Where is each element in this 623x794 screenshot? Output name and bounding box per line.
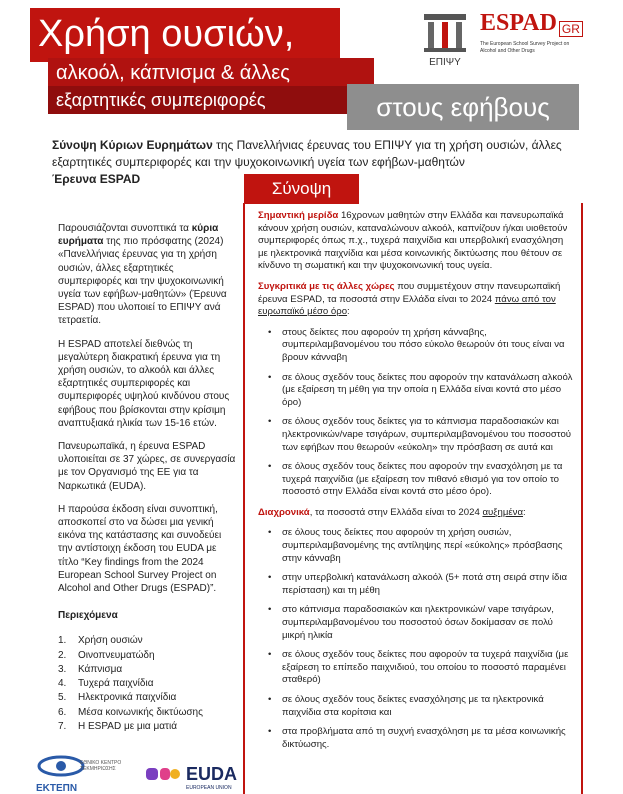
column-logo-icon <box>420 12 470 52</box>
toc-item[interactable] <box>58 663 236 676</box>
title-line-2: αλκοόλ, κάπνισμα & άλλες <box>48 58 374 88</box>
toc-num: 7. <box>58 720 67 732</box>
toc-text: Μέσα κοινωνικής δικτύωσης <box>78 706 203 718</box>
toc-title: Περιεχόμενα <box>58 610 118 622</box>
espad-subtitle: The European School Survey Project on Alcohol and Other Drugs <box>480 41 570 54</box>
section-temporal-header: Διαχρονικά <box>258 506 310 518</box>
toc-num: 1. <box>58 635 67 647</box>
toc-num: 6. <box>58 706 67 718</box>
list-item: • σε όλους σχεδόν τους δείκτες για το κάπνισμα παραδοσιακών και ηλεκτρονικών/vape τσιγάρων, συμπεριλαμβανομένου του ποσοστού των εφήβων που θεωρούν «εύκολη» την πρόσβαση σε αυτά και <box>258 416 574 454</box>
toc-list <box>58 634 236 732</box>
ektepn-sub: ΕΘΝΙΚΟ ΚΕΝΤΡΟ ΤΕΚΜΗΡΙΩΣΗΣ <box>80 760 122 772</box>
section-comparative-underlined: πάνω από τον ευρωπαϊκό μέσο όρο <box>258 293 556 318</box>
section-temporal <box>258 507 574 520</box>
intro-bold-tail: Έρευνα ESPAD <box>52 172 141 186</box>
toc-item[interactable] <box>58 649 236 662</box>
espad-logo-text: ESPAD <box>480 10 557 36</box>
section-comparative-header: Συγκριτικά με τις άλλες χώρες <box>258 280 395 292</box>
title-line-1: Χρήση ουσιών, <box>30 8 340 62</box>
title-line-4: στους εφήβους <box>347 84 579 130</box>
left-paragraph-3: Πανευρωπαϊκά, η έρευνα ESPAD υλοποιείται σε 37 χώρες, σε συνεργασία με τον Οργανισμό της ΕΕ για τα Ναρκωτικά (EUDA). <box>58 441 236 492</box>
list-item: • σε όλους σχεδόν τους δείκτες που αφορούν την κατανάλωση αλκοόλ (με εξαίρεση τη μέθη για την οποία η Ελλάδα είναι κοντά στο μέσο όρο) <box>258 372 574 410</box>
section-temporal-underlined: αυξημένα <box>482 506 524 518</box>
section-significant-header: Σημαντική μερίδα <box>258 210 339 221</box>
left-paragraph-2: Η ESPAD αποτελεί διεθνώς τη μεγαλύτερη διακρατική έρευνα για τη χρήση ουσιών, το αλκοόλ και άλλες εξαρτητικές συμπεριφορές και συμπεριφορές υψηλού κινδύνου στους εφήβους που βρίσκονται στην κρίσιμη αναπτυξιακά ηλικία των 15-16 ετών. <box>58 338 230 429</box>
section-temporal-end: : <box>523 506 526 518</box>
espad-logo <box>480 10 584 72</box>
toc-num: 5. <box>58 692 67 704</box>
toc-text: Τυχερά παιχνίδια <box>78 678 154 690</box>
euda-label: EUDA <box>186 764 238 784</box>
section-comparative-text: που συμμετέχουν στην πανευρωπαϊκή έρευνα ESPAD, τα ποσοστά στην Ελλάδα είναι το 2024 <box>258 280 561 305</box>
title-line-3: εξαρτητικές συμπεριφορές <box>48 86 354 114</box>
toc-num: 4. <box>58 678 67 690</box>
comparative-list <box>258 327 574 499</box>
section-comparative-end: : <box>347 306 350 318</box>
toc-text: Κάπνισμα <box>78 663 123 675</box>
list-item: • στην υπερβολική κατανάλωση αλκοόλ (5+ ποτά στη σειρά στην ίδια περίσταση) και τη μέθη <box>258 572 574 597</box>
epipsy-logo-text: ΕΠΙΨΥ <box>429 57 461 68</box>
section-significant-text: 16χρονων μαθητών στην Ελλάδα και πανευρωπαϊκά κάνουν χρήση ουσιών, καταναλώνουν αλκοόλ, καπνίζουν ή/και υιοθετούν συμπεριφορές όπως π.χ., τυχερά παιχνίδια και υπερβολική ενασχόληση με ηλεκτρονικά παιχνίδια και μέσα κοινωνικής δικτύωσης που θέτουν σε κίνδυνο τη σωματική και την ψυχοκοινωνική τους υγεία. <box>258 210 568 272</box>
section-temporal-text: , τα ποσοστά στην Ελλάδα είναι το 2024 <box>309 506 483 518</box>
espad-gr-text: GR <box>559 21 583 37</box>
synopsis-label: Σύνοψη <box>244 174 359 204</box>
left-p1-a: Παρουσιάζονται συνοπτικά τα <box>58 223 192 234</box>
toc-num: 3. <box>58 663 67 675</box>
toc-num: 2. <box>58 649 67 661</box>
toc-text: Οινοπνευματώδη <box>78 649 155 661</box>
section-comparative <box>258 281 574 319</box>
toc-text: Χρήση ουσιών <box>78 635 143 647</box>
euda-sub: EUROPEAN UNION <box>186 785 232 791</box>
euda-shapes-icon <box>146 766 180 782</box>
intro-text: της Πανελλήνιας έρευνας του ΕΠΙΨΥ για τη χρήση ουσιών, άλλες εξαρτητικές συμπεριφορές και την ψυχοκοινωνική υγεία των εφήβων-μαθητών <box>52 138 562 169</box>
right-column <box>258 210 574 759</box>
toc-item[interactable] <box>58 706 236 719</box>
ektepn-eye-icon <box>36 754 86 778</box>
toc-item[interactable] <box>58 677 236 690</box>
list-item: • σε όλους τους δείκτες που αφορούν τη χρήση ουσιών, συμπεριλαμβανομένης της αντίληψης περί «εύκολης» πρόσβασης στην κάνναβη <box>258 527 574 565</box>
toc-item[interactable] <box>58 634 236 647</box>
temporal-list <box>258 527 574 751</box>
ektepn-label: ΕΚΤΕΠΝ <box>36 783 78 794</box>
epipsy-logo <box>420 12 470 68</box>
left-p1-bold: κύρια ευρήματα <box>58 223 219 248</box>
list-item: • στους δείκτες που αφορούν τη χρήση κάνναβης, συμπεριλαμβανομένου του πόσο εύκολο θεωρούν ότι τους είναι να βρουν κάνναβη <box>258 327 574 365</box>
left-p1-b: της πιο πρόσφατης (2024) «Πανελλήνιας έρευνας για τη χρήση ουσιών, άλλες εξαρτητικές συμπεριφορές και την ψυχοκοινωνική υγεία των εφήβων-μαθητών» (Έρευνα ESPAD) που υλοποιεί το ΕΠΙΨΥ ανά τετραετία. <box>58 236 227 327</box>
left-column <box>58 222 236 734</box>
toc-item[interactable] <box>58 691 236 704</box>
left-paragraph-4: Η παρούσα έκδοση είναι συνοπτική, αποσκοπεί στο να δώσει μια γενική εικόνα της κατάστασης και συνοδεύει την αντίστοιχη έκδοση του EUDA με τίτλο “Key findings from the 2024 European School Survey Project on Alcohol and Other Drugs (ESPAD)”. <box>58 503 222 595</box>
list-item: • σε όλους σχεδόν τους δείκτες που αφορούν τα τυχερά παιχνίδια (με εξαίρεση το επίπεδο παιχνιδιού, του οποίου το ποσοστό παραμένει σταθερό) <box>258 649 574 687</box>
section-significant <box>258 210 574 273</box>
list-item: • στα προβλήματα από τη συχνή ενασχόληση με τα μέσα κοινωνικής δικτύωσης. <box>258 726 574 751</box>
list-item: • σε όλους σχεδόν τους δείκτες που αφορούν την ενασχόληση με τα τυχερά παιχνίδια (με εξαίρεση τον πιθανό εθισμό για τον οποίο το ποσοστό στην Ελλάδα είναι κοντά στο μέσο όρο). <box>258 461 574 499</box>
euda-icon <box>146 766 180 787</box>
toc-text: Η ESPAD με μια ματιά <box>78 720 177 732</box>
intro-bold-lead: Σύνοψη Κύριων Ευρημάτων <box>52 138 213 152</box>
list-item: • σε όλους σχεδόν τους δείκτες ενασχόλησης με τα ηλεκτρονικά παιχνίδια στα κορίτσια και <box>258 694 574 719</box>
toc-text: Ηλεκτρονικά παιχνίδια <box>78 692 177 704</box>
toc-item[interactable] <box>58 720 236 733</box>
list-item: • στο κάπνισμα παραδοσιακών και ηλεκτρονικών/ vape τσιγάρων, συμπεριλαμβανομένου του ποσοστού όσων δοκίμασαν σε πολύ μικρή ηλικία <box>258 604 574 642</box>
left-paragraph-1 <box>58 222 236 328</box>
